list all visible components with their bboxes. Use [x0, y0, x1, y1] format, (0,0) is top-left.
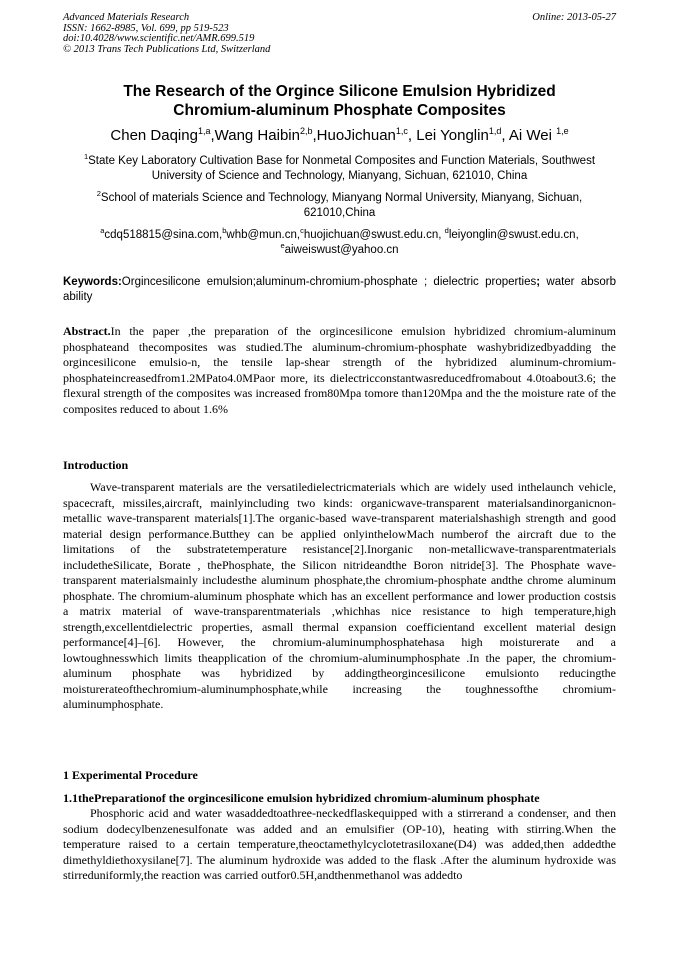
- preparation-paragraph: Phosphoric acid and water wasaddedtoathree-neckedflaskequipped with a stirrerand a condenser, and then sodium dodecylbenzenesulfonate was added and an emulsifier (OP-10), heating with stirring.When the temperature raised to a certain temperature,theoctamethylcyclotetrasiloxane(D4) was added,then addedthe dimethyldiethoxysilane[7]. The aluminum hydroxide was added to the flask .After the aluminum hydroxide was stirreduniformly,the reaction was carried outfor0.5H,andthenmethanol was addedto: [63, 806, 616, 882]
- keywords-label: Keywords:: [63, 276, 122, 288]
- affiliation-mark: 2: [96, 189, 101, 198]
- journal-header: [63, 13, 616, 55]
- email-address: leiyonglin@swust.edu.cn,: [448, 229, 579, 241]
- issn-line: ISSN: 1662-8985, Vol. 699, pp 519-523: [63, 22, 229, 34]
- section-heading-experimental: 1 Experimental Procedure: [63, 768, 198, 782]
- abstract-label: Abstract.: [63, 324, 111, 338]
- copyright-line: © 2013 Trans Tech Publications Ltd, Switzerland: [63, 43, 271, 55]
- email-mark: c: [300, 226, 304, 235]
- author-name: Ai Wei: [508, 127, 552, 144]
- author-affil-mark: 2,b: [299, 126, 313, 136]
- keywords-separator: ;: [536, 276, 541, 288]
- affiliation-mark: 1: [83, 152, 89, 161]
- author-name: Chen Daqing: [110, 127, 198, 144]
- email-mark: a: [100, 226, 105, 235]
- author-affil-mark: 1,e: [556, 126, 569, 136]
- paper-title: [63, 82, 616, 120]
- email-address: whb@mun.cn,: [226, 229, 301, 241]
- email-address: huojichuan@swust.edu.cn,: [303, 229, 445, 241]
- affiliation-2: [63, 191, 616, 221]
- keywords-tail: water absorb ability: [63, 276, 616, 303]
- affiliation-text: School of materials Science and Technology, Mianyang Normal University, Mianyang, Sichuan, 621010,China: [100, 192, 583, 219]
- author-name: Wang Haibin: [214, 127, 300, 144]
- affiliation-text: State Key Laboratory Cultivation Base for Nonmetal Composites and Function Materials, Southwest University of Science and Technology, Mianyang, Sichuan, 621010, China: [88, 155, 596, 182]
- abstract: [63, 324, 616, 417]
- online-date: Online: 2013-05-27: [532, 12, 616, 23]
- author-list: Chen Daqing$^{1,a}$,Wang Haibin$^{2,b}$,HuoJichuan$^{1,c}$, Lei Yonglin$^{1,d}$, Ai Wei $^{1,e}$: [110, 126, 569, 144]
- author-affil-mark: 1,c: [395, 126, 408, 136]
- subsection-heading-preparation: 1.1thePreparationof the orgincesilicone emulsion hybridized chromium-aluminum phosphate: [63, 791, 540, 805]
- section-heading-introduction: Introduction: [63, 458, 129, 472]
- keywords-text: Orgincesilicone emulsion;aluminum-chromium-phosphate ; dielectric properties: [121, 276, 537, 288]
- keywords: [63, 275, 616, 305]
- email-mark: d: [444, 226, 449, 235]
- journal-name: Advanced Materials Research: [63, 12, 190, 23]
- abstract-text: In the paper ,the preparation of the orgincesilicone emulsion hybridized chromium-aluminum phosphateand thecomposites was studied.The aluminum-chromium-phosphate washybridizedbyadding the orgincesilicone emulsio-n, the tensile lap-shear strength of the hybridized aluminum-chromium-phosphateincreasedfrom1.2MPato4.0MPaor more, its dielectricconstantwasreducedfromabout 4.0toabout3.6; the flexural strength of the composites was increased from80Mpa tomore than120Mpa and the the moisture rate of the composites reduced to about 1.6%: [63, 324, 616, 416]
- author-name: Lei Yonglin: [416, 127, 489, 144]
- email-address: cdq518815@sina.com,: [104, 229, 223, 241]
- doi-line: doi:10.4028/www.scientific.net/AMR.699.519: [63, 33, 255, 44]
- email-mark: e: [280, 241, 285, 250]
- email-list: [63, 228, 616, 258]
- title-line-2: Chromium-aluminum Phosphate Composites: [173, 102, 506, 119]
- email-address: aiweiswust@yahoo.cn: [284, 244, 399, 256]
- email-mark: b: [222, 226, 227, 235]
- author-name: HuoJichuan: [316, 127, 396, 144]
- introduction-paragraph: Wave-transparent materials are the versatiledielectricmaterials which are widely used inthelaunch vehicle, spacecraft, missiles,aircraft, mainlyincluding two kinds: organicwave-transparent materialsandinorganicnon-metallic wave-transparent materials[1].The organic-based wave-transparent materialshashigh strength and good material design performance.Butthey can be applied onlyinthelowMach numberof the aircraft due to the limitations of the substratetemperature resistance[2].Inorganic non-metallicwave-transparentmaterials includetheSilicate, Borate , thePhosphate, the Silicon nitrideandthe Boron nitride[3]. The Phosphate wave-transparent materialsmainly includesthe aluminum phosphate,the chromium-phosphate andthe chrome aluminum phosphate. The chromium-aluminum phosphate which has an excellent performance and lower production costsis a matrix material of wave-transparentmaterials ,whichhas nice resistance to high temperature,high strength,excellentdielectric properties, asmall thermal expansion coefficientand excellent material design performance[4]–[6]. However, the chromium-aluminumphosphatehasa high moisturerate and a lowtoughnesswhich limits theapplication of the chromium-aluminumphosphate .In the paper, the chromium-aluminum phosphate was hybridized by addingtheorgincesilicone emulsionto reducingthe moisturerateofthechromium-aluminumphosphate,while increasing the toughnessofthe chromium-aluminumphosphate.: [63, 480, 616, 711]
- author-affil-mark: 1,d: [488, 126, 502, 136]
- author-affil-mark: 1,a: [197, 126, 211, 136]
- title-line-1: The Research of the Orgince Silicone Emulsion Hybridized: [123, 83, 556, 100]
- affiliation-1: [63, 154, 616, 184]
